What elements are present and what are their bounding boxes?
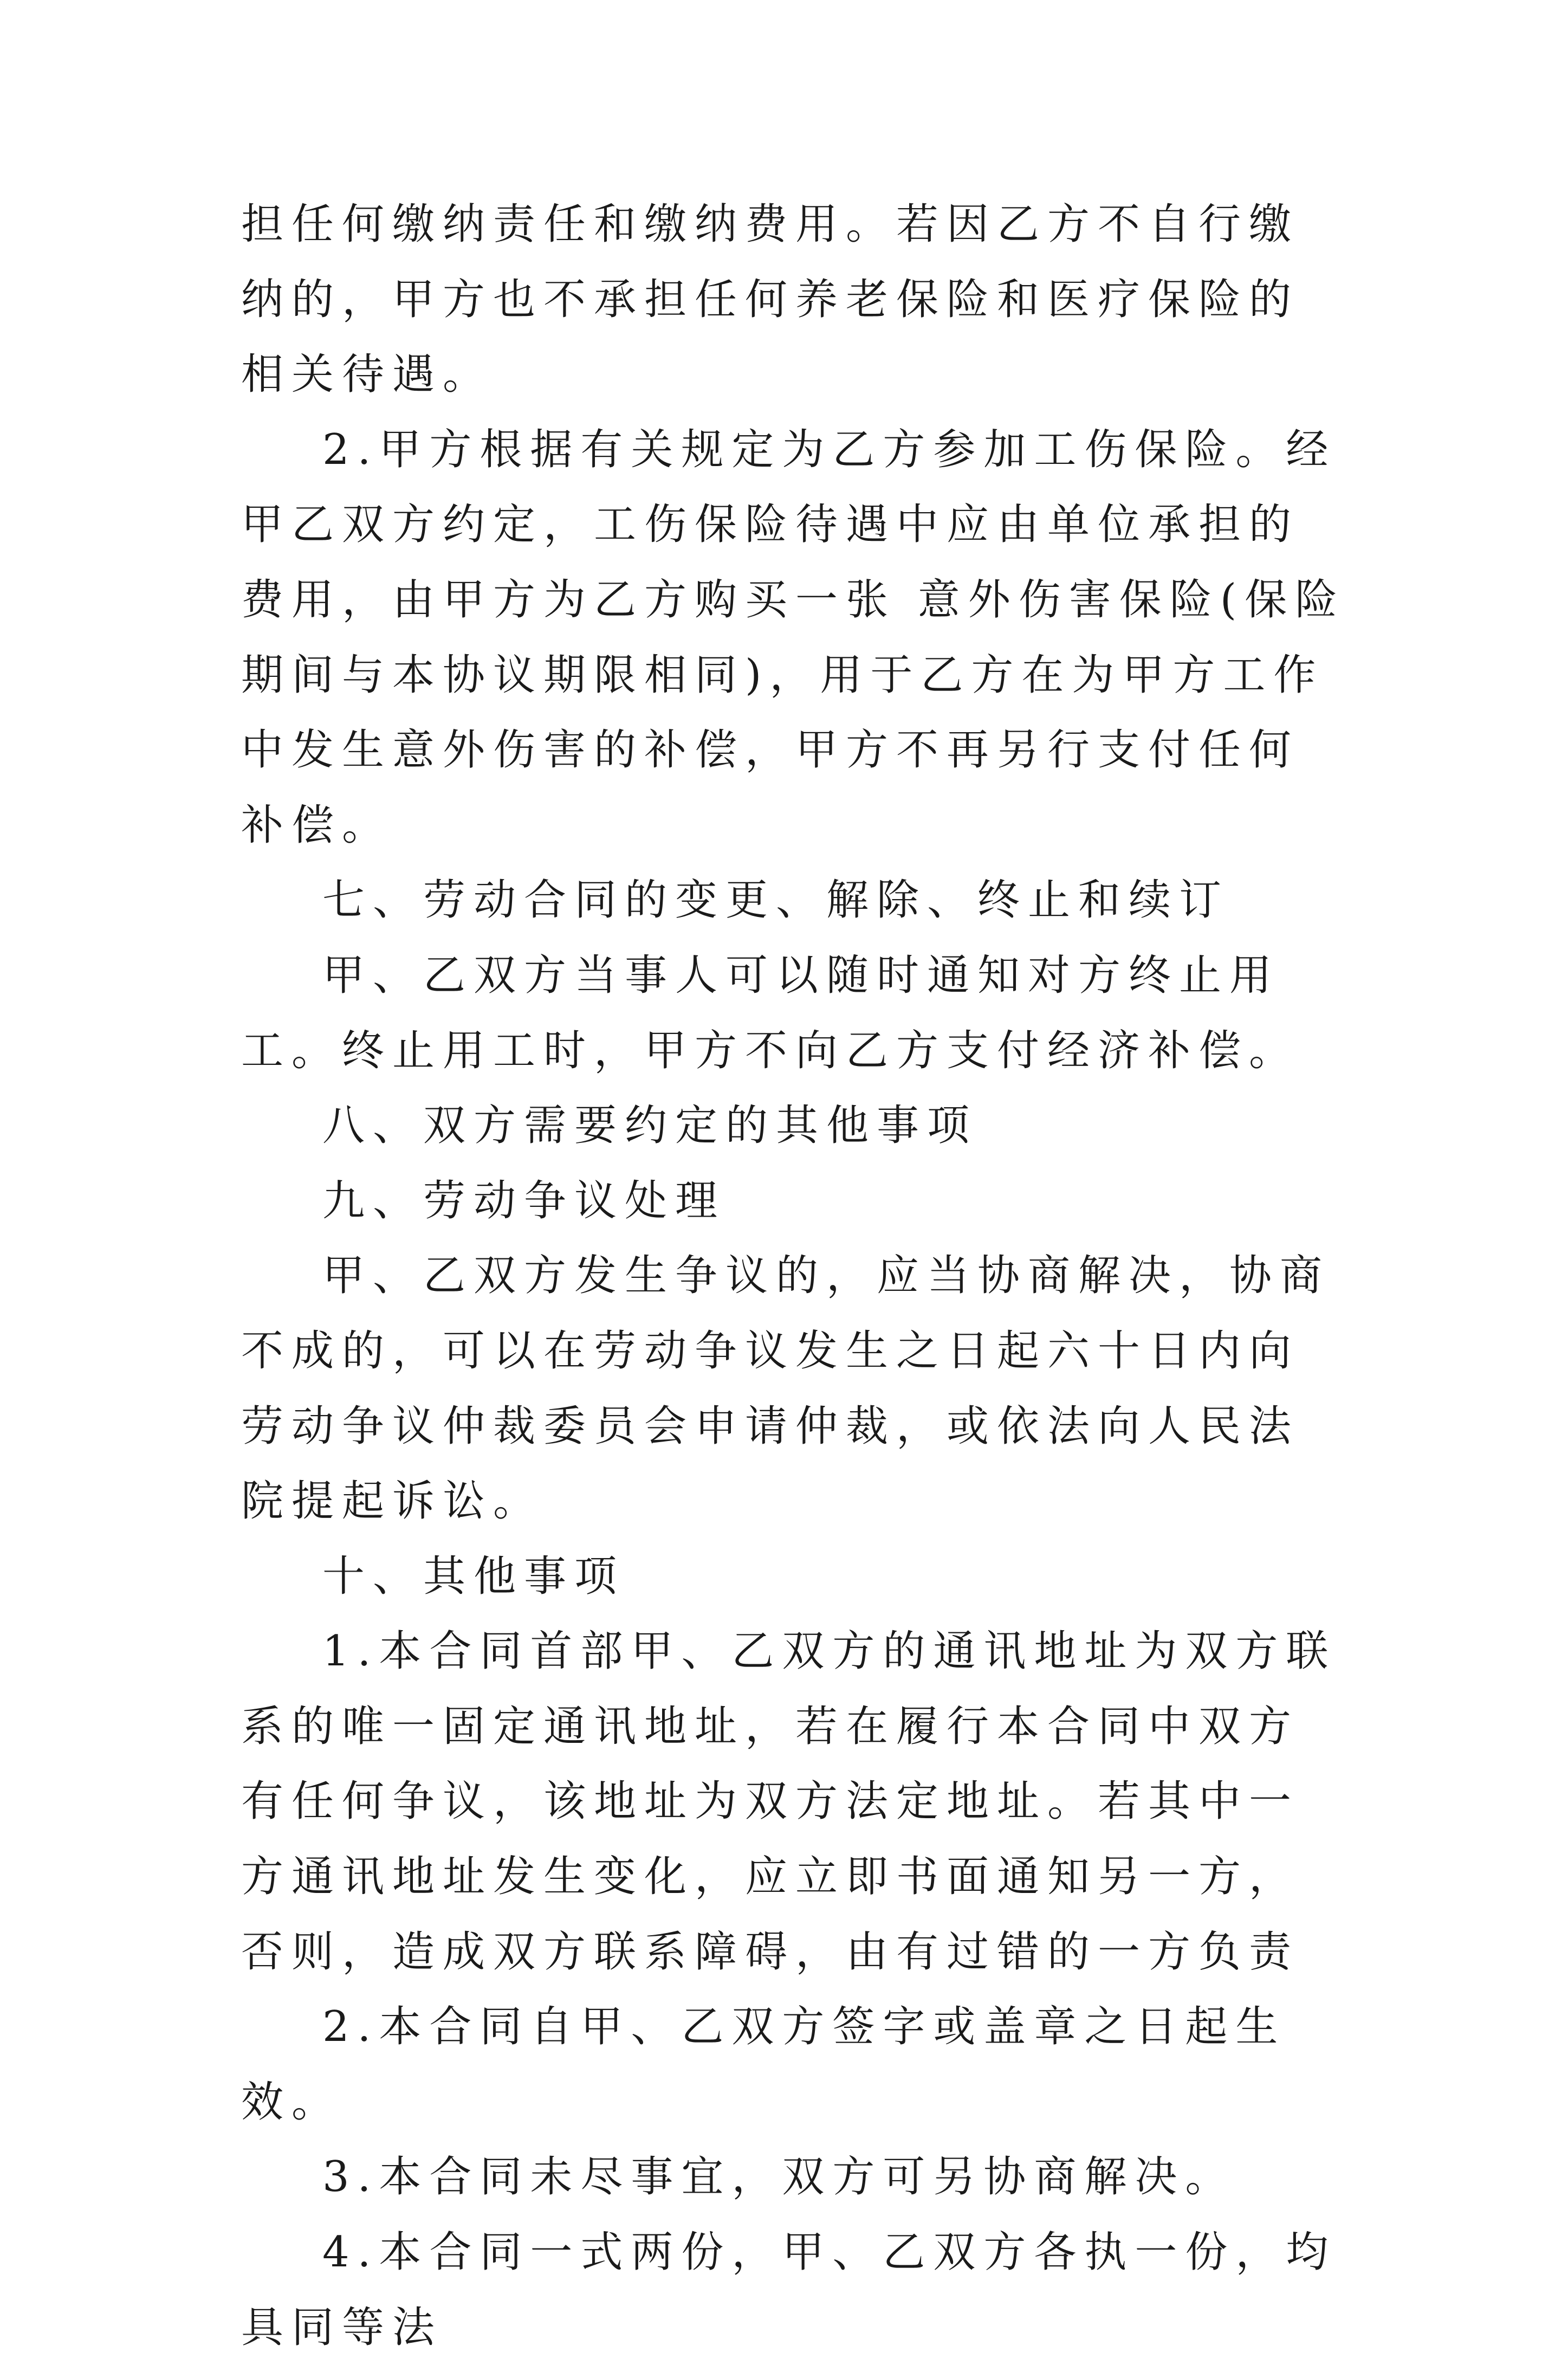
section-heading-8: 八、双方需要约定的其他事项: [322, 1101, 978, 1151]
paragraph-clause-3-matters: 3.本合同未尽事宜，双方可另协商解决。: [322, 2153, 1236, 2202]
section-heading-9: 九、劳动争议处理: [322, 1176, 726, 1225]
paragraph-clause-2-effective: 2.本合同自甲、乙双方签字或盖章之日起生效。: [241, 2002, 1286, 2127]
section-heading-10: 十、其他事项: [322, 1552, 625, 1601]
paragraph-termination: 甲、乙双方当事人可以随时通知对方终止用工。终止用工时，甲方不向乙方支付经济补偿。: [241, 951, 1300, 1075]
paragraph-dispute: 甲、乙双方发生争议的，应当协商解决，协商不成的，可以在劳动争议发生之日起六十日内向劳动争议仲裁委员会申请仲裁，或依法向人民法院提起诉讼。: [241, 1251, 1331, 1526]
paragraph-continuation: 担任何缴纳责任和缴纳费用。若因乙方不自行缴纳的，甲方也不承担任何养老保险和医疗保险的相关待遇。: [241, 200, 1300, 399]
document-body: [241, 187, 1346, 2365]
paragraph-clause-4-copies: 4.本合同一式两份，甲、乙双方各执一份，均具同等法: [241, 2228, 1337, 2352]
paragraph-clause-1-address: 1.本合同首部甲、乙双方的通讯地址为双方联系的唯一固定通讯地址，若在履行本合同中双方有任何争议，该地址为双方法定地址。若其中一方通讯地址发生变化，应立即书面通知另一方，否则，造成双方联系障碍，由有过错的一方负责: [241, 1627, 1337, 1976]
section-heading-7: 七、劳动合同的变更、解除、终止和续订: [322, 876, 1230, 925]
paragraph-clause-2-injury-insurance: 2.甲方根据有关规定为乙方参加工伤保险。经甲乙双方约定，工伤保险待遇中应由单位承担的费用，由甲方为乙方购买一张 意外伤害保险(保险期间与本协议期限相同)，用于乙方在为甲方工作中发生意外伤害的补偿，甲方不再另行支付任何补偿。: [241, 425, 1346, 850]
